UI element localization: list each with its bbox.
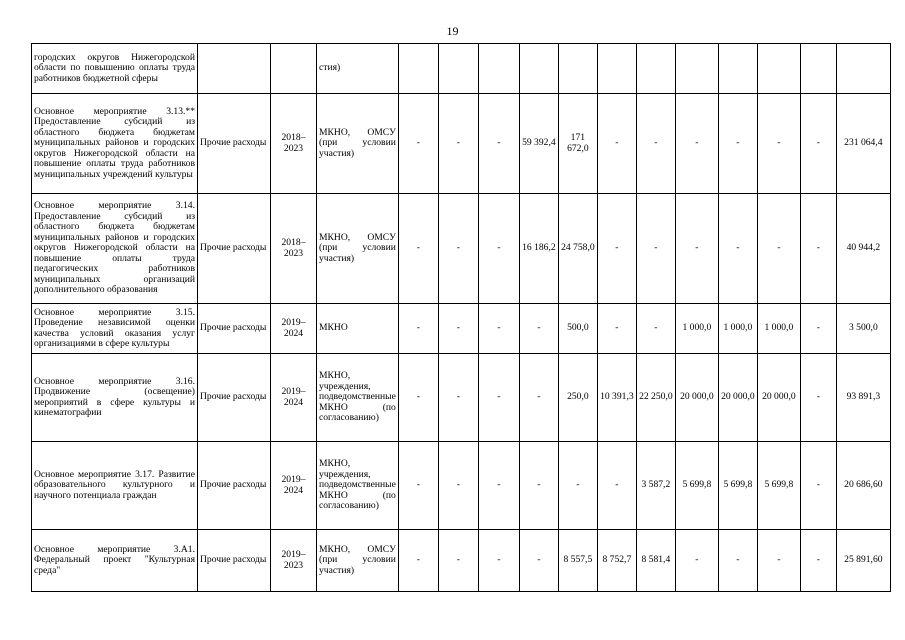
- value-cell: -: [398, 194, 438, 304]
- page-number: 19: [446, 24, 459, 38]
- value-cell: [519, 44, 558, 94]
- value-cell: 1 000,0: [718, 304, 757, 354]
- event-name-cell: Основное мероприятие 3.16. Продвижение (освещение) мероприятий в сфере культуры и кинематографии: [32, 354, 198, 442]
- value-cell: -: [398, 94, 438, 194]
- value-cell: [800, 44, 836, 94]
- funding-source-cell: Прочие расходы: [198, 354, 271, 442]
- value-cell: -: [438, 530, 478, 592]
- value-cell: 59 392,4: [519, 94, 558, 194]
- value-cell: -: [675, 94, 718, 194]
- value-cell: -: [398, 530, 438, 592]
- value-cell: -: [800, 194, 836, 304]
- value-cell: [675, 44, 718, 94]
- value-cell: 20 000,0: [718, 354, 757, 442]
- table-row: [32, 194, 891, 304]
- event-name-cell: городских округов Нижегородской области по повышению оплаты труда работников бюджетной сферы: [32, 44, 198, 94]
- value-cell: -: [597, 304, 636, 354]
- value-cell: 16 186,2: [519, 194, 558, 304]
- table-row: [32, 442, 891, 530]
- executor-cell: стия): [317, 44, 399, 94]
- value-cell: 3 500,0: [836, 304, 890, 354]
- value-cell: 1 000,0: [675, 304, 718, 354]
- value-cell: -: [757, 194, 800, 304]
- value-cell: -: [636, 304, 675, 354]
- event-name-cell: Основное мероприятие 3.14. Предоставление субсидий из областного бюджета бюджетам муниципальных районов и городских округов Нижегородской области на повышение оплаты труда педагогических работников муниципальных организаций дополнительного образования: [32, 194, 198, 304]
- funding-source-cell: Прочие расходы: [198, 304, 271, 354]
- value-cell: -: [478, 94, 519, 194]
- table-row: [32, 44, 891, 94]
- value-cell: 5 699,8: [757, 442, 800, 530]
- period-cell: 2019–2024: [271, 354, 317, 442]
- executor-cell: МКНО, учреждения, подведомственные МКНО (по согласованию): [317, 442, 399, 530]
- value-cell: -: [718, 194, 757, 304]
- value-cell: 1 000,0: [757, 304, 800, 354]
- period-cell: 2019–2024: [271, 442, 317, 530]
- value-cell: -: [398, 304, 438, 354]
- value-cell: -: [438, 94, 478, 194]
- value-cell: 24 758,0: [558, 194, 597, 304]
- value-cell: [636, 44, 675, 94]
- value-cell: -: [478, 354, 519, 442]
- value-cell: -: [800, 530, 836, 592]
- value-cell: -: [597, 194, 636, 304]
- value-cell: -: [438, 354, 478, 442]
- value-cell: 3 587,2: [636, 442, 675, 530]
- value-cell: [438, 44, 478, 94]
- value-cell: -: [800, 94, 836, 194]
- value-cell: -: [398, 442, 438, 530]
- value-cell: [478, 44, 519, 94]
- period-cell: 2019–2023: [271, 530, 317, 592]
- value-cell: -: [597, 94, 636, 194]
- value-cell: 20 686,60: [836, 442, 890, 530]
- value-cell: -: [478, 194, 519, 304]
- executor-cell: МКНО, учреждения, подведомственные МКНО (по согласованию): [317, 354, 399, 442]
- value-cell: 8 752,7: [597, 530, 636, 592]
- value-cell: [836, 44, 890, 94]
- period-cell: 2018–2023: [271, 194, 317, 304]
- value-cell: [757, 44, 800, 94]
- value-cell: -: [398, 354, 438, 442]
- value-cell: -: [718, 94, 757, 194]
- value-cell: 10 391,3: [597, 354, 636, 442]
- executor-cell: МКНО: [317, 304, 399, 354]
- value-cell: -: [519, 304, 558, 354]
- event-name-cell: Основное мероприятие 3.А1. Федеральный проект "Культурная среда": [32, 530, 198, 592]
- value-cell: -: [519, 530, 558, 592]
- value-cell: -: [800, 354, 836, 442]
- value-cell: 171 672,0: [558, 94, 597, 194]
- program-table: [31, 43, 891, 592]
- value-cell: 231 064,4: [836, 94, 890, 194]
- funding-source-cell: Прочие расходы: [198, 442, 271, 530]
- executor-cell: МКНО, ОМСУ (при условии участия): [317, 530, 399, 592]
- value-cell: -: [478, 442, 519, 530]
- value-cell: -: [675, 194, 718, 304]
- value-cell: [597, 44, 636, 94]
- table-row: [32, 94, 891, 194]
- value-cell: 250,0: [558, 354, 597, 442]
- value-cell: 22 250,0: [636, 354, 675, 442]
- funding-source-cell: Прочие расходы: [198, 94, 271, 194]
- value-cell: -: [438, 442, 478, 530]
- value-cell: -: [800, 304, 836, 354]
- value-cell: -: [636, 94, 675, 194]
- period-cell: 2019–2024: [271, 304, 317, 354]
- value-cell: [558, 44, 597, 94]
- table-row: [32, 354, 891, 442]
- executor-cell: МКНО, ОМСУ (при условии участия): [317, 194, 399, 304]
- value-cell: -: [478, 304, 519, 354]
- value-cell: -: [519, 354, 558, 442]
- value-cell: [718, 44, 757, 94]
- value-cell: -: [519, 442, 558, 530]
- value-cell: 93 891,3: [836, 354, 890, 442]
- executor-cell: МКНО, ОМСУ (при условии участия): [317, 94, 399, 194]
- event-name-cell: Основное мероприятие 3.13.** Предоставление субсидий из областного бюджета бюджетам муниципальных районов и городских округов Нижегородской области на повышение оплаты труда работников муниципальных учреждений культуры: [32, 94, 198, 194]
- value-cell: 500,0: [558, 304, 597, 354]
- value-cell: -: [675, 530, 718, 592]
- period-cell: [271, 44, 317, 94]
- funding-source-cell: Прочие расходы: [198, 194, 271, 304]
- funding-source-cell: Прочие расходы: [198, 530, 271, 592]
- value-cell: 40 944,2: [836, 194, 890, 304]
- event-name-cell: Основное мероприятие 3.17. Развитие образовательного культурного и научного потенциала граждан: [32, 442, 198, 530]
- value-cell: [398, 44, 438, 94]
- value-cell: 8 581,4: [636, 530, 675, 592]
- event-name-cell: Основное мероприятие 3.15. Проведение независимой оценки качества условий оказания услуг организациями в сфере культуры: [32, 304, 198, 354]
- value-cell: -: [800, 442, 836, 530]
- value-cell: -: [438, 194, 478, 304]
- value-cell: 20 000,0: [675, 354, 718, 442]
- value-cell: 20 000,0: [757, 354, 800, 442]
- value-cell: -: [718, 530, 757, 592]
- value-cell: 5 699,8: [675, 442, 718, 530]
- value-cell: -: [636, 194, 675, 304]
- value-cell: -: [757, 530, 800, 592]
- table-row: [32, 530, 891, 592]
- value-cell: -: [757, 94, 800, 194]
- value-cell: 8 557,5: [558, 530, 597, 592]
- value-cell: -: [597, 442, 636, 530]
- funding-source-cell: [198, 44, 271, 94]
- value-cell: -: [558, 442, 597, 530]
- value-cell: 5 699,8: [718, 442, 757, 530]
- value-cell: 25 891,60: [836, 530, 890, 592]
- value-cell: -: [438, 304, 478, 354]
- value-cell: -: [478, 530, 519, 592]
- period-cell: 2018–2023: [271, 94, 317, 194]
- table-row: [32, 304, 891, 354]
